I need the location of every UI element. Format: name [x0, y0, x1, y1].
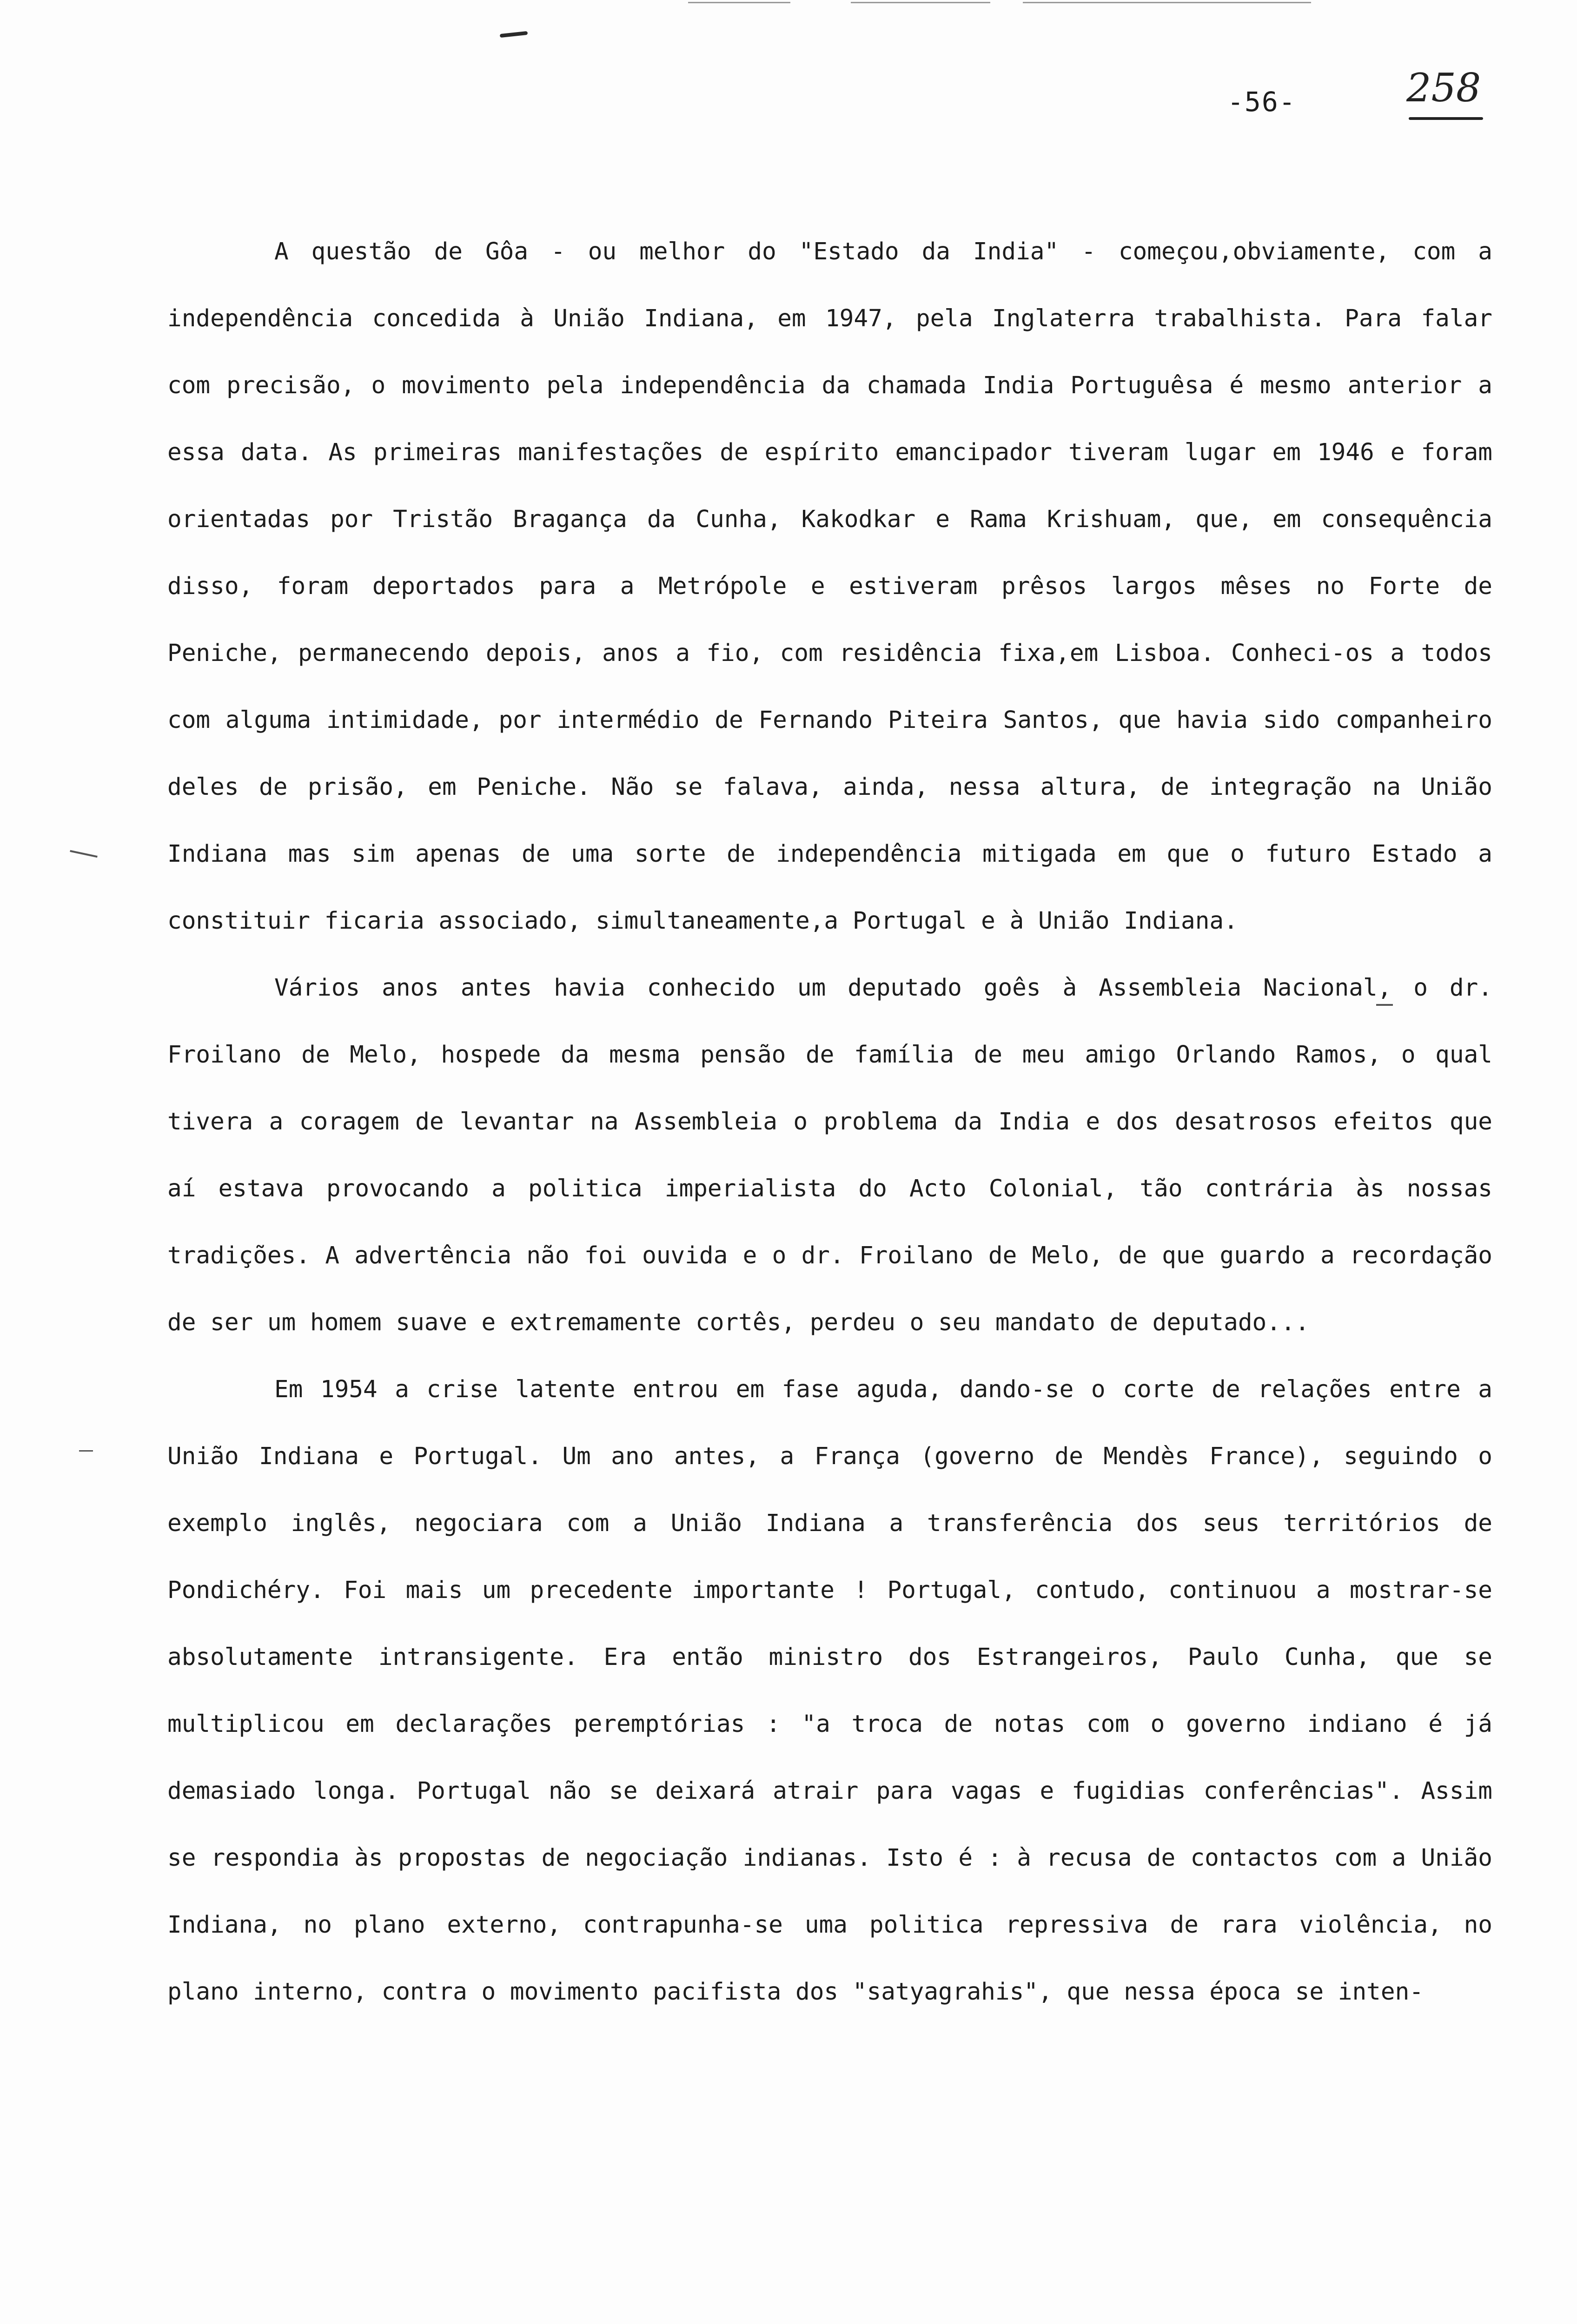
margin-mark: [79, 1450, 93, 1452]
ink-mark: [500, 31, 528, 38]
page-number: -56-: [1227, 86, 1296, 118]
paragraph: Em 1954 a crise latente entrou em fase aguda, dando-se o corte de relações entre a União Indiana e Portugal. Um ano antes, a França (governo de Mendès France), seguindo o exemplo inglês, negociara com a União Indiana a transferência dos seus territórios de Pondichéry. Foi mais um precedente importante ! Portugal, contudo, continuou a mostrar-se absolutamente intransigente. Era então ministro dos Estrangeiros, Paulo Cunha, que se multiplicou em declarações peremptórias : "a troca de notas com o governo indiano é já demasiado longa. Portugal não se deixará atrair para vagas e fugidias conferências". Assim se respondia às propostas de negociação indianas. Isto é : à recusa de contactos com a União Indiana, no plano externo, contrapunha-se uma politica repressiva de rara violência, no plano interno, contra o movimento pacifista dos "satyagrahis", que nessa época se inten-: [167, 1376, 1492, 2006]
paragraph: Vários anos antes havia conhecido um deputado goês à Assembleia Nacional, o dr. Froilano de Melo, hospede da mesma pensão de família de meu amigo Orlando Ramos, o qual tivera a coragem de levantar na Assembleia o problema da India e dos desatrosos efeitos que aí estava provocando a politica imperialista do Acto Colonial, tão contrária às nossas tradições. A advertência não foi ouvida e o dr. Froilano de Melo, de que guardo a recordação de ser um homem suave e extremamente cortês, perdeu o seu mandato de deputado...: [167, 974, 1492, 1336]
body-text: [167, 218, 1492, 2026]
paragraph: A questão de Gôa - ou melhor do "Estado da India" - começou,obviamente, com a independência concedida à União Indiana, em 1947, pela Inglaterra trabalhista. Para falar com precisão, o movimento pela independência da chamada India Portuguêsa é mesmo anterior a essa data. As primeiras manifestações de espírito emancipador tiveram lugar em 1946 e foram orientadas por Tristão Bragança da Cunha, Kakodkar e Rama Krishuam, que, em consequência disso, foram deportados para a Metrópole e estiveram prêsos largos mêses no Forte de Peniche, permanecendo depois, anos a fio, com residência fixa,em Lisboa. Conheci-os a todos com alguma intimidade, por intermédio de Fernando Piteira Santos, que havia sido companheiro deles de prisão, em Peniche. Não se falava, ainda, nessa altura, de integração na União Indiana mas sim apenas de uma sorte de independência mitigada em que o futuro Estado a constituir ficaria associado, simultaneamente,a Portugal e à União Indiana.: [167, 238, 1492, 935]
top-edge-rule: [688, 2, 790, 3]
margin-mark: [70, 850, 98, 858]
top-edge-rule: [851, 2, 990, 3]
folio-underline: [1409, 117, 1483, 120]
top-edge-rule: [1023, 2, 1311, 3]
handwritten-folio-number: 258: [1406, 65, 1481, 111]
